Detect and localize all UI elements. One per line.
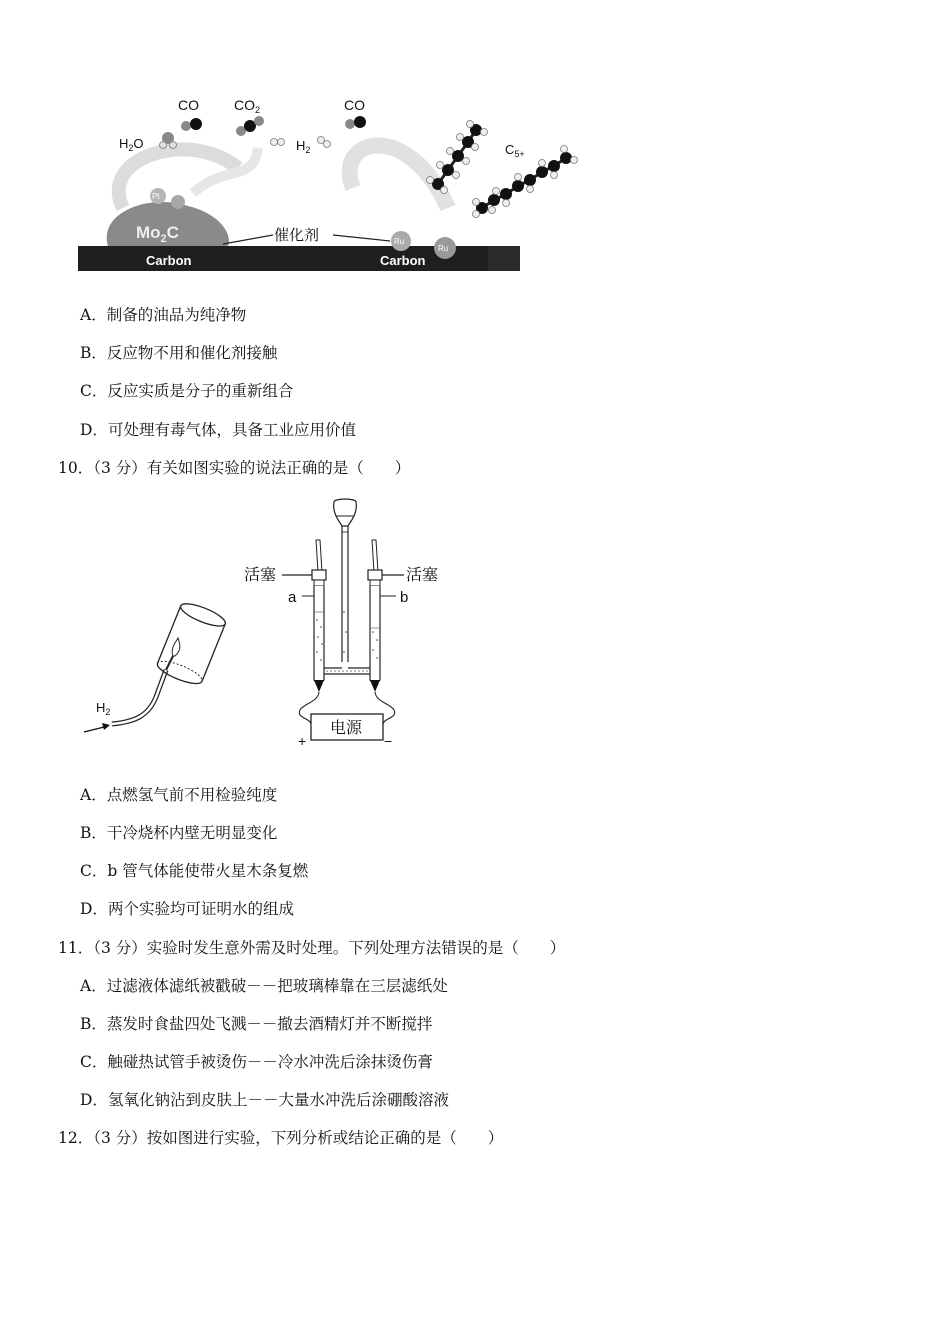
hydrocarbon-chain-long (473, 146, 578, 218)
co-molecule-left (181, 118, 202, 131)
power-label: 电源 (330, 720, 363, 737)
svg-text:H2: $H_2$ (96, 700, 111, 717)
q11-stem: 11．（3 分）实验时发生意外需及时处理。下列处理方法错误的是（ ） (58, 939, 566, 957)
q10-option-a[interactable]: A．点燃氢气前不用检验纯度 (80, 786, 278, 804)
hydrocarbon-chain-short (427, 121, 488, 194)
co-label-right: CO (344, 97, 365, 113)
svg-text:Pt: Pt (152, 192, 160, 201)
svg-text:Ru: Ru (394, 237, 405, 246)
c5-label: $C_{5+}$ (505, 142, 525, 159)
q11-option-c[interactable]: C．触碰热试管手被烫伤－－冷水冲洗后涂抹烫伤膏 (80, 1053, 433, 1071)
h2o-label: $H_2O$ (119, 136, 144, 153)
hydrogen-burning-setup (84, 599, 228, 732)
experiment-figure (78, 492, 458, 752)
co-label-left: CO (178, 97, 199, 113)
negative-sign: − (384, 733, 393, 749)
carbon-label-left: Carbon (146, 253, 192, 268)
q11-option-d[interactable]: D．氢氧化钠沾到皮肤上－－大量水冲洗后涂硼酸溶液 (80, 1091, 449, 1109)
stopcock-label-right: 活塞 (406, 567, 439, 584)
q9-option-b[interactable]: B．反应物不用和催化剂接触 (80, 344, 278, 362)
tube-label-b: b (400, 589, 409, 606)
co2-label: $CO_2$ (234, 97, 261, 115)
electrolysis-apparatus (244, 499, 438, 749)
q11-option-a[interactable]: A．过滤液体滤纸被戳破－－把玻璃棒靠在三层滤纸处 (80, 977, 448, 995)
q10-option-d[interactable]: D．两个实验均可证明水的组成 (80, 900, 294, 918)
co-molecule-right (345, 116, 366, 129)
q10-option-c[interactable]: C．b 管气体能使带火星木条复燃 (80, 862, 309, 880)
co2-molecule (236, 116, 264, 136)
catalyst-label: 催化剂 (274, 227, 320, 244)
h2-label: $H_2$ (296, 138, 311, 155)
svg-text:Mo2C: $Mo_2C$ (136, 223, 179, 245)
q10-stem: 10．（3 分）有关如图实验的说法正确的是（ ） (58, 459, 411, 477)
positive-sign: + (298, 733, 307, 749)
q9-option-c[interactable]: C．反应实质是分子的重新组合 (80, 382, 294, 400)
tube-label-a: a (288, 589, 297, 606)
carbon-label-right: Carbon (380, 253, 426, 268)
q9-option-d[interactable]: D．可处理有毒气体，具备工业应用价值 (80, 421, 356, 439)
q10-option-b[interactable]: B．干冷烧杯内壁无明显变化 (80, 824, 278, 842)
q12-stem: 12．（3 分）按如图进行实验，下列分析或结论正确的是（ ） (58, 1129, 504, 1147)
q9-option-a[interactable]: A．制备的油品为纯净物 (80, 306, 247, 324)
q11-option-b[interactable]: B．蒸发时食盐四处飞溅－－撤去酒精灯并不断搅拌 (80, 1015, 433, 1033)
stopcock-label-left: 活塞 (244, 567, 277, 584)
catalysis-figure (78, 88, 578, 276)
svg-text:Ru: Ru (438, 244, 449, 253)
